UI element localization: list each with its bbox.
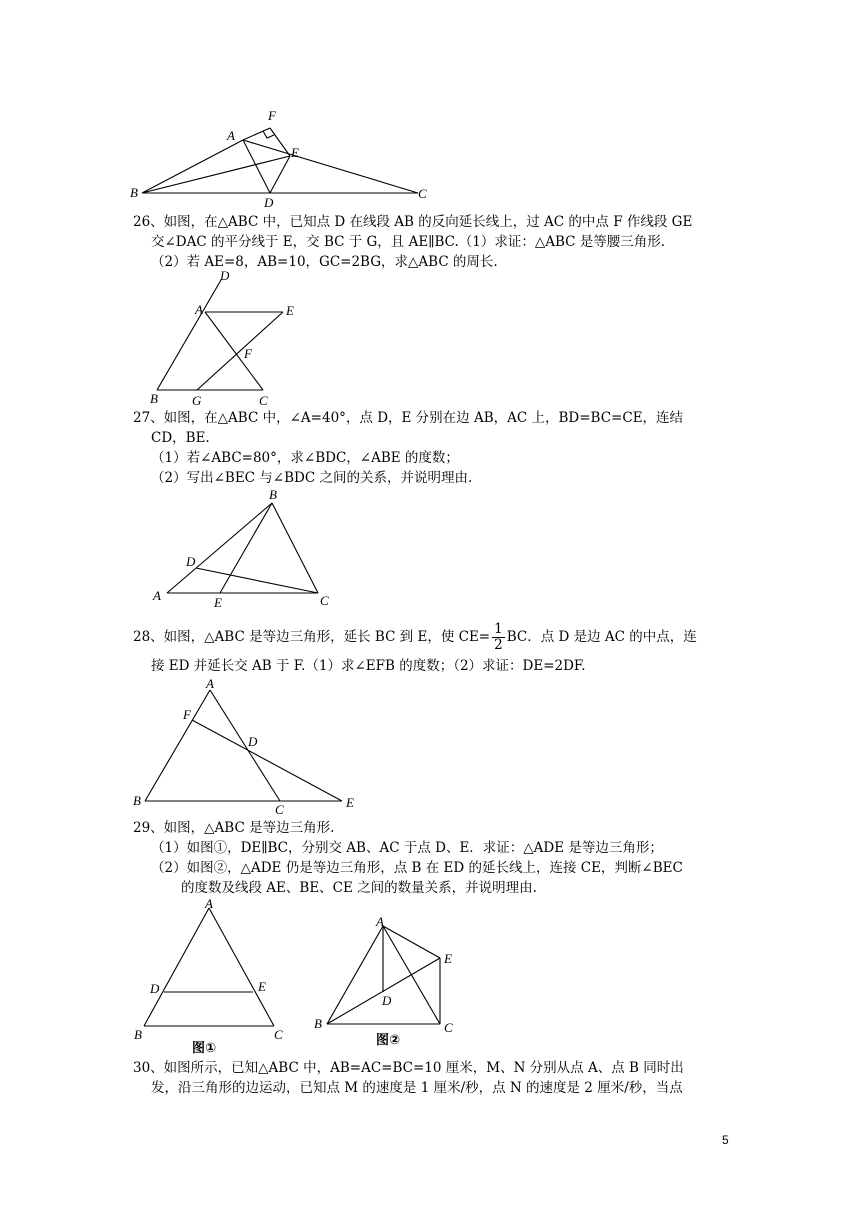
label-b: B bbox=[134, 1027, 142, 1042]
figure-26 bbox=[145, 270, 305, 410]
problem-28-line-2: 接 ED 并延长交 AB 于 F.（1）求∠EFB 的度数；（2）求证：DE=2DF. bbox=[151, 658, 586, 674]
figure-29-1 bbox=[130, 896, 295, 1056]
label-d: D bbox=[382, 993, 392, 1008]
fraction-one-half bbox=[492, 622, 505, 653]
problem-29-line-2: （1）如图①，DE∥BC，分别交 AB、AC 于点 D、E．求证：△ADE 是等边三角形； bbox=[151, 840, 663, 856]
label-d: D bbox=[186, 554, 196, 569]
problem-28-line-1-start: 28、如图，△ABC 是等边三角形，延长 BC 到 E，使 CE= bbox=[133, 629, 491, 645]
label-e: E bbox=[291, 145, 299, 160]
label-d: D bbox=[220, 268, 230, 283]
problem-29-line-1: 29、如图，△ABC 是等边三角形. bbox=[133, 820, 335, 836]
fraction-denominator: 2 bbox=[494, 637, 503, 653]
label-d: D bbox=[150, 981, 160, 996]
label-f: F bbox=[244, 346, 252, 361]
label-f: F bbox=[268, 108, 276, 123]
figure-27 bbox=[150, 488, 340, 613]
label-b: B bbox=[130, 185, 138, 200]
problem-30-line-2: 发，沿三角形的边运动，已知点 M 的速度是 1 厘米/秒，点 N 的速度是 2 厘米/秒，当点 bbox=[151, 1080, 683, 1096]
label-a: A bbox=[153, 588, 161, 603]
label-c: C bbox=[418, 186, 427, 201]
figure-caption: 图① bbox=[192, 1041, 217, 1056]
problem-29-line-4: 的度数及线段 AE、BE、CE 之间的数量关系，并说明理由. bbox=[181, 880, 537, 896]
label-b: B bbox=[133, 793, 141, 808]
label-c: C bbox=[444, 1020, 453, 1035]
problem-29-line-3: （2）如图②，△ADE 仍是等边三角形，点 B 在 ED 的延长线上，连接 CE，判断∠BEC bbox=[151, 860, 683, 876]
figure-25 bbox=[130, 100, 440, 210]
label-d: D bbox=[248, 734, 258, 749]
label-f: F bbox=[183, 707, 191, 722]
label-c: C bbox=[275, 802, 284, 817]
label-b: B bbox=[269, 487, 277, 502]
figure-28 bbox=[130, 676, 370, 816]
label-a: A bbox=[195, 302, 203, 317]
problem-28-line-1-end: BC．点 D 是边 AC 的中点，连 bbox=[506, 629, 697, 645]
figure-caption: 图② bbox=[376, 1033, 401, 1048]
label-c: C bbox=[274, 1027, 283, 1042]
problem-26-line-1: 26、如图，在△ABC 中，已知点 D 在线段 AB 的反向延长线上，过 AC 的中点 F 作线段 GE bbox=[133, 214, 693, 230]
problem-27-line-4: （2）写出∠BEC 与∠BDC 之间的关系，并说明理由. bbox=[151, 470, 473, 486]
label-e: E bbox=[346, 795, 354, 810]
label-c: C bbox=[320, 593, 329, 608]
problem-26-line-3: （2）若 AE=8，AB=10，GC=2BG，求△ABC 的周长. bbox=[151, 254, 498, 270]
label-b: B bbox=[314, 1016, 322, 1031]
problem-27-line-1: 27、如图，在△ABC 中，∠A=40°，点 D，E 分别在边 AB，AC 上，BD=BC=CE，连结 bbox=[133, 410, 684, 426]
page-number: 5 bbox=[722, 1133, 729, 1147]
label-e: E bbox=[286, 303, 294, 318]
label-a: A bbox=[205, 896, 213, 911]
label-c: C bbox=[259, 393, 268, 408]
label-a: A bbox=[227, 128, 235, 143]
problem-30-line-1: 30、如图所示，已知△ABC 中，AB=AC=BC=10 厘米，M、N 分别从点 A、点 B 同时出 bbox=[133, 1060, 684, 1076]
label-g: G bbox=[192, 393, 202, 408]
label-b: B bbox=[150, 391, 158, 406]
problem-26-line-2: 交∠DAC 的平分线于 E，交 BC 于 G，且 AE∥BC.（1）求证：△ABC 是等腰三角形. bbox=[151, 234, 666, 250]
problem-27-line-2: CD，BE. bbox=[151, 430, 210, 446]
problem-27-line-3: （1）若∠ABC=80°，求∠BDC，∠ABE 的度数； bbox=[151, 450, 459, 466]
fraction-numerator: 1 bbox=[494, 621, 503, 637]
label-d: D bbox=[264, 195, 274, 210]
label-e: E bbox=[258, 979, 266, 994]
problem-28-line-1 bbox=[133, 620, 697, 654]
figure-29-2 bbox=[310, 910, 475, 1050]
label-a: A bbox=[376, 914, 384, 929]
label-a: A bbox=[206, 676, 214, 691]
label-e: E bbox=[444, 951, 452, 966]
label-e: E bbox=[214, 595, 222, 610]
